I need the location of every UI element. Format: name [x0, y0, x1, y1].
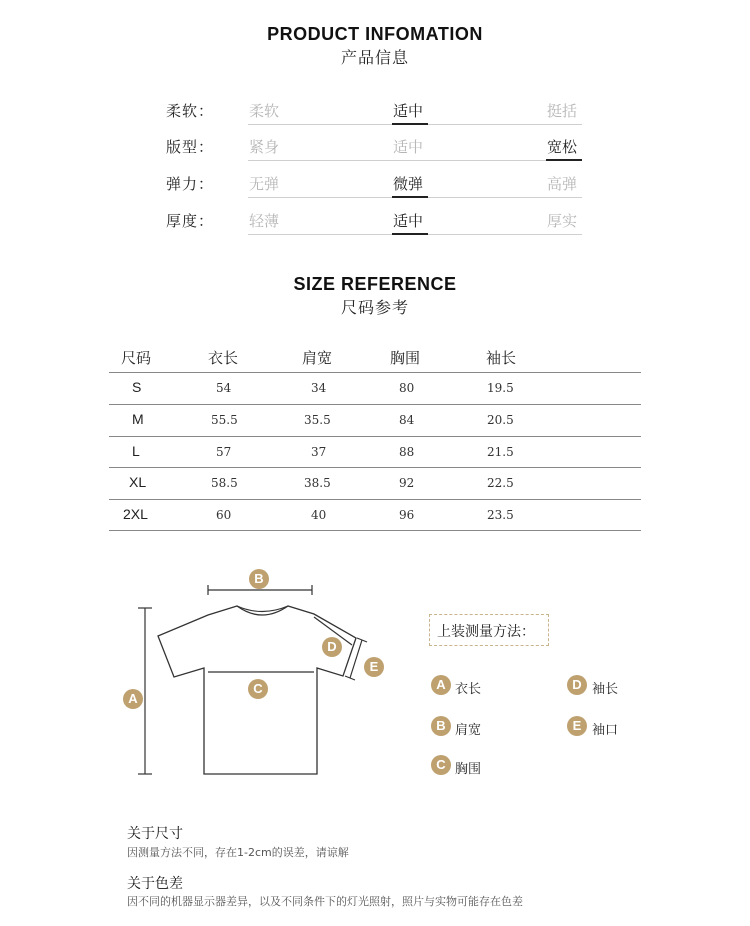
- attr-option: 柔软: [249, 102, 280, 120]
- legend-a-text: 衣长: [455, 682, 482, 697]
- note-color-text: 因不同的机器显示器差异，以及不同条件下的灯光照射，照片与实物可能存在色差: [127, 895, 523, 908]
- size-reference-subtitle: 尺码参考: [340, 298, 409, 317]
- table-cell: 38.5: [304, 476, 331, 490]
- table-cell: 19.5: [487, 381, 514, 395]
- attr-label: 柔软：: [166, 102, 215, 120]
- table-header-shoulder: 肩宽: [302, 349, 333, 367]
- marker-a-badge: A: [123, 689, 143, 709]
- legend-e-text: 袖口: [592, 723, 619, 738]
- legend-b-text: 肩宽: [455, 723, 482, 738]
- legend-d-badge: D: [567, 675, 587, 695]
- note-size-title: 关于尺寸: [127, 826, 183, 842]
- table-cell: 55.5: [211, 413, 238, 427]
- table-cell: 37: [311, 445, 327, 459]
- table-cell: 96: [399, 508, 415, 522]
- attr-option-selected: 微弹: [393, 175, 424, 193]
- marker-c-badge: C: [248, 679, 268, 699]
- table-cell-size: L: [132, 443, 140, 459]
- table-header-chest: 胸围: [390, 349, 421, 367]
- attr-option: 挺括: [547, 102, 578, 120]
- product-info-subtitle: 产品信息: [340, 48, 409, 67]
- legend-c-badge: C: [431, 755, 451, 775]
- attr-label: 厚度：: [166, 212, 215, 230]
- note-color-title: 关于色差: [127, 876, 183, 892]
- legend-e-badge: E: [567, 716, 587, 736]
- table-cell: 54: [216, 381, 232, 395]
- table-cell-size: XL: [129, 474, 147, 490]
- table-header-sleeve: 袖长: [486, 349, 517, 367]
- table-cell: 92: [399, 476, 415, 490]
- marker-d-badge: D: [322, 637, 342, 657]
- table-cell: 80: [399, 381, 415, 395]
- table-cell-size: 2XL: [123, 506, 148, 522]
- attr-option: 厚实: [547, 212, 578, 230]
- legend-a-badge: A: [431, 675, 451, 695]
- table-cell: 23.5: [487, 508, 514, 522]
- size-reference-title: SIZE REFERENCE: [293, 274, 457, 294]
- marker-b-badge: B: [249, 569, 269, 589]
- table-cell: 34: [311, 381, 327, 395]
- attr-option-selected: 适中: [393, 212, 424, 230]
- table-cell: 58.5: [211, 476, 238, 490]
- marker-e-badge: E: [364, 657, 384, 677]
- legend-d-text: 袖长: [592, 682, 619, 697]
- attr-option: 无弹: [249, 175, 280, 193]
- attr-option: 适中: [393, 138, 424, 156]
- legend-b-badge: B: [431, 716, 451, 736]
- attr-option-selected: 适中: [393, 102, 424, 120]
- attr-option-selected: 宽松: [547, 138, 578, 156]
- cuff-measure-line: [350, 640, 362, 678]
- table-cell: 88: [399, 445, 415, 459]
- table-cell: 57: [216, 445, 232, 459]
- note-size-text: 因测量方法不同，存在1-2cm的误差，请谅解: [127, 846, 349, 859]
- table-cell-size: M: [132, 411, 144, 427]
- table-cell: 20.5: [487, 413, 514, 427]
- attr-label: 弹力：: [166, 175, 215, 193]
- product-info-title: PRODUCT INFOMATION: [267, 24, 483, 44]
- table-cell: 84: [399, 413, 415, 427]
- table-header-size: 尺码: [121, 349, 152, 367]
- table-cell: 22.5: [487, 476, 514, 490]
- legend-c-text: 胸围: [455, 762, 482, 777]
- attr-option: 高弹: [547, 175, 578, 193]
- attr-label: 版型：: [166, 138, 215, 156]
- table-cell-size: S: [132, 379, 142, 395]
- attr-option: 轻薄: [249, 212, 280, 230]
- table-header-length: 衣长: [208, 349, 239, 367]
- table-cell: 21.5: [487, 445, 514, 459]
- table-cell: 40: [311, 508, 327, 522]
- measure-method-title: 上装测量方法：: [437, 624, 535, 640]
- table-cell: 60: [216, 508, 232, 522]
- attr-option: 紧身: [249, 138, 280, 156]
- table-cell: 35.5: [304, 413, 331, 427]
